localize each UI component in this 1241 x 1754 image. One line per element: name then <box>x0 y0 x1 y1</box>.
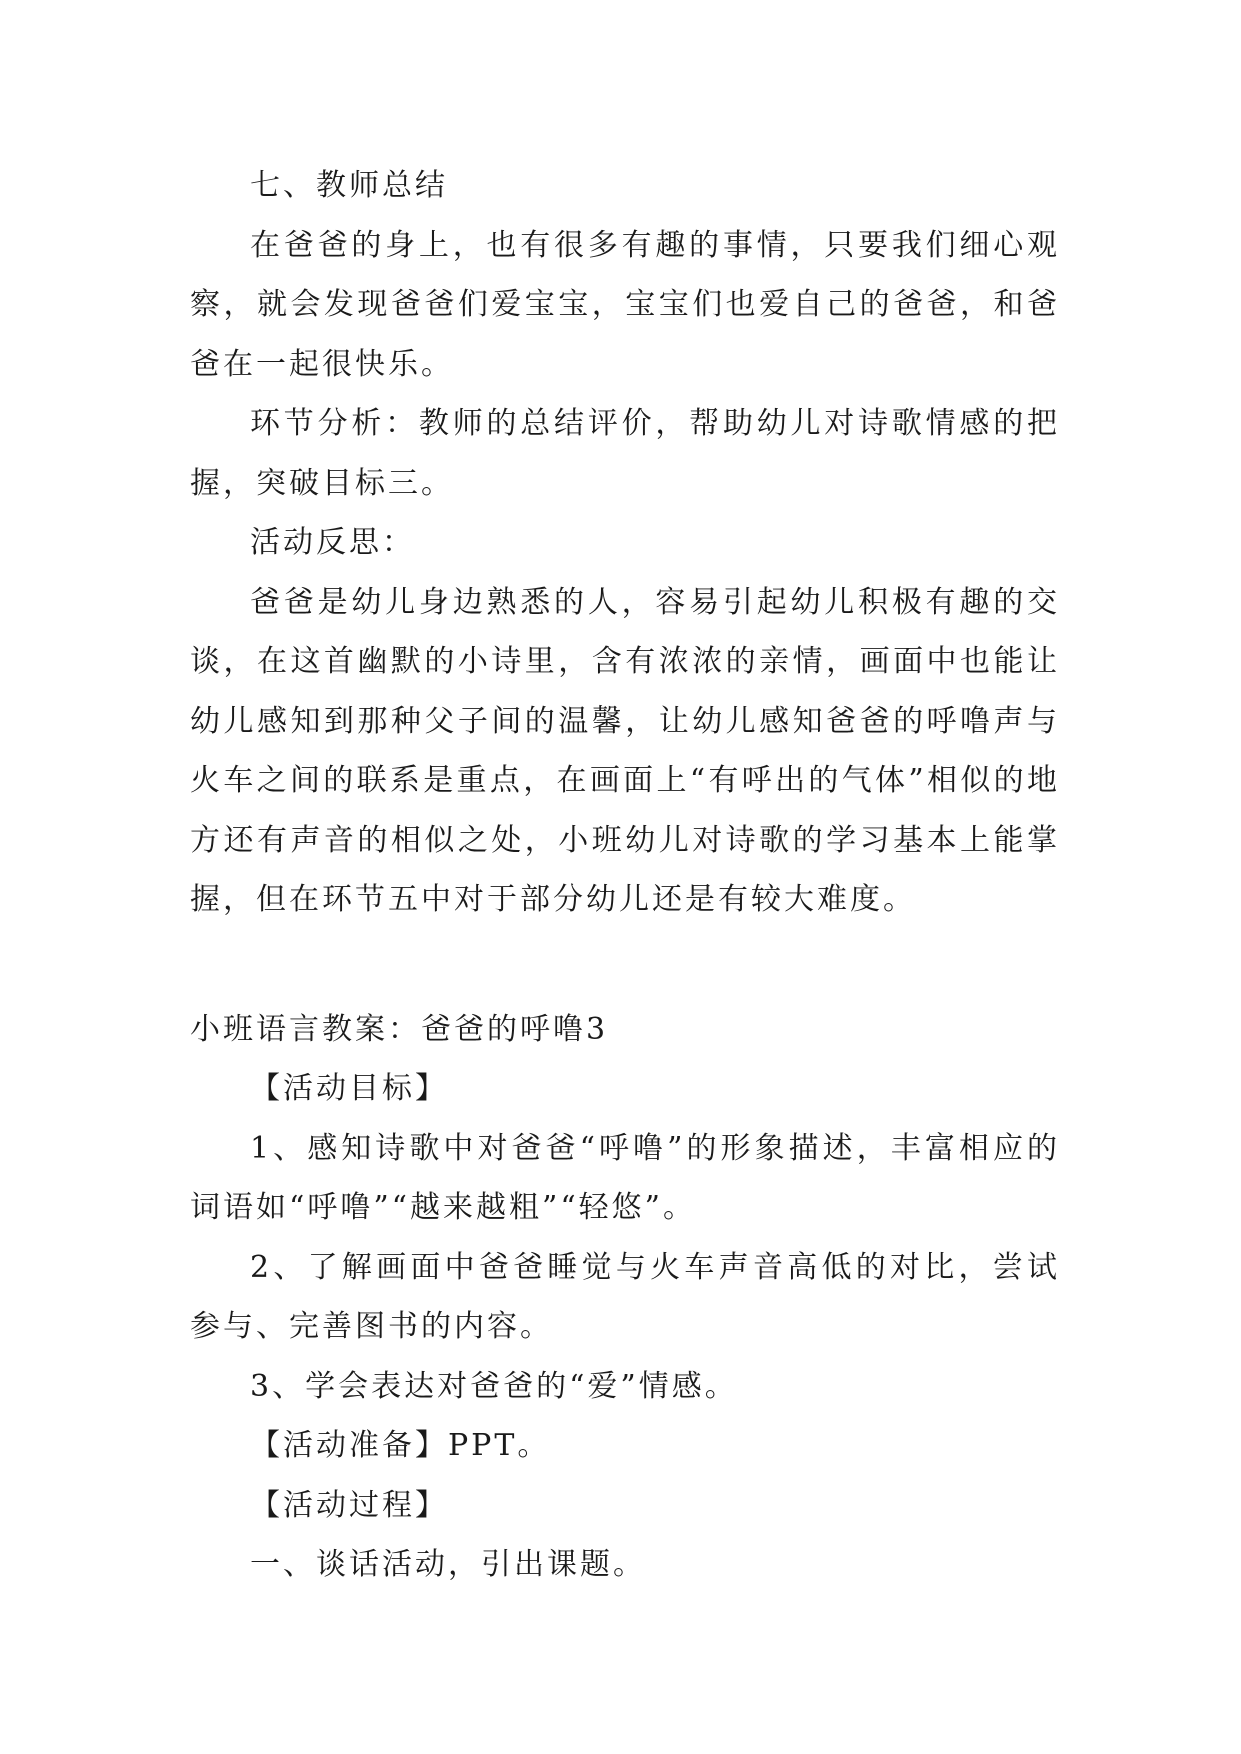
section-heading: 七、教师总结 <box>250 168 448 203</box>
paragraph-objective-1: 1、感知诗歌中对爸爸“呼噜”的形象描述，丰富相应的词语如“呼噜”“越来越粗”“轻悠”。 <box>190 1130 1060 1225</box>
paragraph-preparation: 【活动准备】PPT。 <box>250 1428 551 1463</box>
lesson-title: 小班语言教案：爸爸的呼噜3 <box>190 1011 609 1047</box>
paragraph-objective-3: 3、学会表达对爸爸的“爱”情感。 <box>250 1368 738 1404</box>
paragraph-process-step-1: 一、谈话活动，引出课题。 <box>250 1547 646 1582</box>
paragraph-analysis: 环节分析：教师的总结评价，帮助幼儿对诗歌情感的把握，突破目标三。 <box>190 406 1060 501</box>
paragraph-reflection-heading: 活动反思： <box>250 525 415 560</box>
document-page <box>190 156 1060 1595</box>
paragraph-process-heading: 【活动过程】 <box>250 1487 448 1523</box>
paragraph-objective-2: 2、了解画面中爸爸睡觉与火车声音高低的对比，尝试参与、完善图书的内容。 <box>190 1249 1060 1344</box>
paragraph-reflection: 爸爸是幼儿身边熟悉的人，容易引起幼儿积极有趣的交谈，在这首幽默的小诗里，含有浓浓的亲情，画面中也能让幼儿感知到那种父子间的温馨，让幼儿感知爸爸的呼噜声与火车之间的联系是重点，在画面上“有呼出的气体”相似的地方还有声音的相似之处，小班幼儿对诗歌的学习基本上能掌握，但在环节五中对于部分幼儿还是有较大难度。 <box>190 584 1060 917</box>
section-gap <box>190 930 1060 1000</box>
paragraph-objectives-heading: 【活动目标】 <box>250 1071 448 1106</box>
paragraph-summary: 在爸爸的身上，也有很多有趣的事情，只要我们细心观察，就会发现爸爸们爱宝宝，宝宝们也爱自己的爸爸，和爸爸在一起很快乐。 <box>190 227 1060 382</box>
